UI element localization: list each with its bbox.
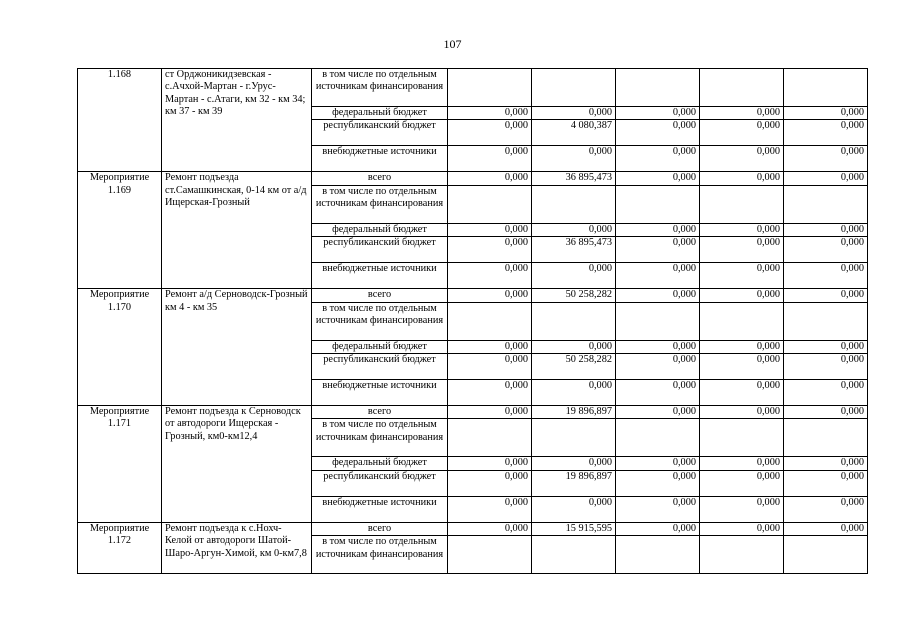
value-cell: 0,000 <box>532 380 616 406</box>
value-cell <box>784 419 868 457</box>
value-cell: 0,000 <box>784 223 868 236</box>
value-cell: 0,000 <box>448 120 532 146</box>
value-cell: 0,000 <box>700 263 784 289</box>
value-cell <box>532 536 616 574</box>
value-cell: 0,000 <box>532 457 616 470</box>
value-cell: 19 896,897 <box>532 406 616 419</box>
funding-source: республиканский бюджет <box>312 237 448 263</box>
value-cell <box>532 419 616 457</box>
value-cell: 0,000 <box>700 354 784 380</box>
value-cell <box>616 69 700 107</box>
value-cell: 0,000 <box>700 120 784 146</box>
value-cell: 36 895,473 <box>532 172 616 185</box>
value-cell: 0,000 <box>616 120 700 146</box>
value-cell: 0,000 <box>448 237 532 263</box>
funding-source: в том числе по отдельным источникам финансирования <box>312 69 448 107</box>
value-cell: 0,000 <box>700 380 784 406</box>
value-cell: 0,000 <box>616 146 700 172</box>
value-cell: 0,000 <box>784 496 868 522</box>
value-cell: 19 896,897 <box>532 470 616 496</box>
value-cell <box>532 69 616 107</box>
value-cell <box>532 302 616 340</box>
value-cell <box>616 302 700 340</box>
measure-name: Ремонт подъезда к с.Нохч-Келой от автодороги Шатой-Шаро-Аргун-Химой, км 0-км7,8 <box>162 522 312 573</box>
value-cell <box>700 302 784 340</box>
value-cell: 0,000 <box>616 457 700 470</box>
value-cell: 0,000 <box>448 522 532 535</box>
value-cell: 0,000 <box>700 289 784 302</box>
measure-name: Ремонт подъезда к Серноводск от автодороги Ищерская - Грозный, км0-км12,4 <box>162 406 312 523</box>
funding-source: федеральный бюджет <box>312 107 448 120</box>
value-cell <box>784 69 868 107</box>
measure-code: 1.168 <box>78 69 162 172</box>
value-cell <box>700 419 784 457</box>
value-cell: 0,000 <box>448 406 532 419</box>
table-row <box>78 172 868 185</box>
funding-source: республиканский бюджет <box>312 354 448 380</box>
value-cell: 0,000 <box>616 289 700 302</box>
value-cell: 0,000 <box>700 406 784 419</box>
value-cell: 0,000 <box>448 496 532 522</box>
funding-source: внебюджетные источники <box>312 380 448 406</box>
value-cell <box>700 185 784 223</box>
funding-source: всего <box>312 172 448 185</box>
funding-source: республиканский бюджет <box>312 120 448 146</box>
table-row <box>78 406 868 419</box>
value-cell: 0,000 <box>448 380 532 406</box>
funding-source: республиканский бюджет <box>312 470 448 496</box>
funding-source: в том числе по отдельным источникам финансирования <box>312 536 448 574</box>
table-row <box>78 522 868 535</box>
value-cell: 0,000 <box>700 457 784 470</box>
funding-source: федеральный бюджет <box>312 340 448 353</box>
value-cell: 0,000 <box>784 146 868 172</box>
value-cell: 0,000 <box>448 146 532 172</box>
funding-source: внебюджетные источники <box>312 263 448 289</box>
value-cell <box>448 69 532 107</box>
measure-code: Мероприятие 1.172 <box>78 522 162 573</box>
value-cell: 0,000 <box>784 107 868 120</box>
funding-source: внебюджетные источники <box>312 496 448 522</box>
value-cell: 0,000 <box>784 237 868 263</box>
value-cell <box>784 536 868 574</box>
value-cell: 0,000 <box>616 470 700 496</box>
value-cell: 0,000 <box>784 263 868 289</box>
page-number: 107 <box>443 37 462 51</box>
value-cell: 0,000 <box>532 340 616 353</box>
value-cell: 0,000 <box>448 289 532 302</box>
value-cell: 0,000 <box>784 380 868 406</box>
value-cell: 0,000 <box>616 406 700 419</box>
value-cell: 0,000 <box>700 107 784 120</box>
funding-source: федеральный бюджет <box>312 223 448 236</box>
measure-name: Ремонт подъезда ст.Самашкинская, 0-14 км от а/д Ищерская-Грозный <box>162 172 312 289</box>
value-cell: 0,000 <box>700 172 784 185</box>
value-cell: 0,000 <box>784 522 868 535</box>
value-cell: 0,000 <box>700 340 784 353</box>
measure-code: Мероприятие 1.169 <box>78 172 162 289</box>
value-cell: 0,000 <box>532 263 616 289</box>
value-cell: 0,000 <box>700 146 784 172</box>
value-cell: 0,000 <box>448 263 532 289</box>
value-cell: 0,000 <box>616 263 700 289</box>
value-cell: 0,000 <box>616 496 700 522</box>
value-cell: 0,000 <box>532 146 616 172</box>
value-cell: 0,000 <box>616 522 700 535</box>
value-cell: 36 895,473 <box>532 237 616 263</box>
value-cell: 0,000 <box>784 406 868 419</box>
value-cell: 0,000 <box>448 354 532 380</box>
value-cell: 0,000 <box>448 340 532 353</box>
value-cell: 0,000 <box>700 223 784 236</box>
value-cell: 50 258,282 <box>532 289 616 302</box>
value-cell: 0,000 <box>784 470 868 496</box>
value-cell <box>784 302 868 340</box>
value-cell <box>784 185 868 223</box>
measure-code: Мероприятие 1.170 <box>78 289 162 406</box>
value-cell <box>448 185 532 223</box>
value-cell: 0,000 <box>616 172 700 185</box>
table-row <box>78 69 868 107</box>
value-cell: 0,000 <box>616 380 700 406</box>
measure-code: Мероприятие 1.171 <box>78 406 162 523</box>
value-cell: 0,000 <box>616 107 700 120</box>
value-cell: 0,000 <box>448 457 532 470</box>
measure-name: Ремонт а/д Серноводск-Грозный км 4 - км 35 <box>162 289 312 406</box>
value-cell: 0,000 <box>784 172 868 185</box>
funding-source: в том числе по отдельным источникам финансирования <box>312 419 448 457</box>
value-cell <box>448 536 532 574</box>
value-cell <box>448 419 532 457</box>
value-cell: 0,000 <box>784 120 868 146</box>
value-cell: 50 258,282 <box>532 354 616 380</box>
funding-source: в том числе по отдельным источникам финансирования <box>312 302 448 340</box>
value-cell: 0,000 <box>700 496 784 522</box>
value-cell: 0,000 <box>448 470 532 496</box>
value-cell <box>448 302 532 340</box>
value-cell: 0,000 <box>448 223 532 236</box>
value-cell: 4 080,387 <box>532 120 616 146</box>
table-row <box>78 289 868 302</box>
value-cell: 0,000 <box>448 107 532 120</box>
value-cell: 0,000 <box>700 522 784 535</box>
value-cell <box>700 69 784 107</box>
value-cell: 0,000 <box>616 340 700 353</box>
funding-source: всего <box>312 522 448 535</box>
value-cell: 0,000 <box>532 496 616 522</box>
value-cell: 0,000 <box>784 354 868 380</box>
value-cell <box>616 419 700 457</box>
value-cell: 0,000 <box>532 223 616 236</box>
value-cell <box>616 536 700 574</box>
value-cell: 0,000 <box>700 470 784 496</box>
value-cell: 0,000 <box>700 237 784 263</box>
financing-table <box>77 68 868 574</box>
value-cell <box>700 536 784 574</box>
funding-source: внебюджетные источники <box>312 146 448 172</box>
measure-name: ст Орджоникидзевская - с.Ачхой-Мартан - г.Урус-Мартан - с.Атаги, км 32 - км 34; км 37 - км 39 <box>162 69 312 172</box>
value-cell <box>616 185 700 223</box>
value-cell: 0,000 <box>616 223 700 236</box>
funding-source: всего <box>312 289 448 302</box>
funding-source: федеральный бюджет <box>312 457 448 470</box>
value-cell: 15 915,595 <box>532 522 616 535</box>
funding-source: всего <box>312 406 448 419</box>
value-cell: 0,000 <box>616 354 700 380</box>
value-cell: 0,000 <box>784 289 868 302</box>
value-cell: 0,000 <box>784 457 868 470</box>
value-cell: 0,000 <box>448 172 532 185</box>
value-cell: 0,000 <box>532 107 616 120</box>
value-cell <box>532 185 616 223</box>
value-cell: 0,000 <box>784 340 868 353</box>
value-cell: 0,000 <box>616 237 700 263</box>
funding-source: в том числе по отдельным источникам финансирования <box>312 185 448 223</box>
